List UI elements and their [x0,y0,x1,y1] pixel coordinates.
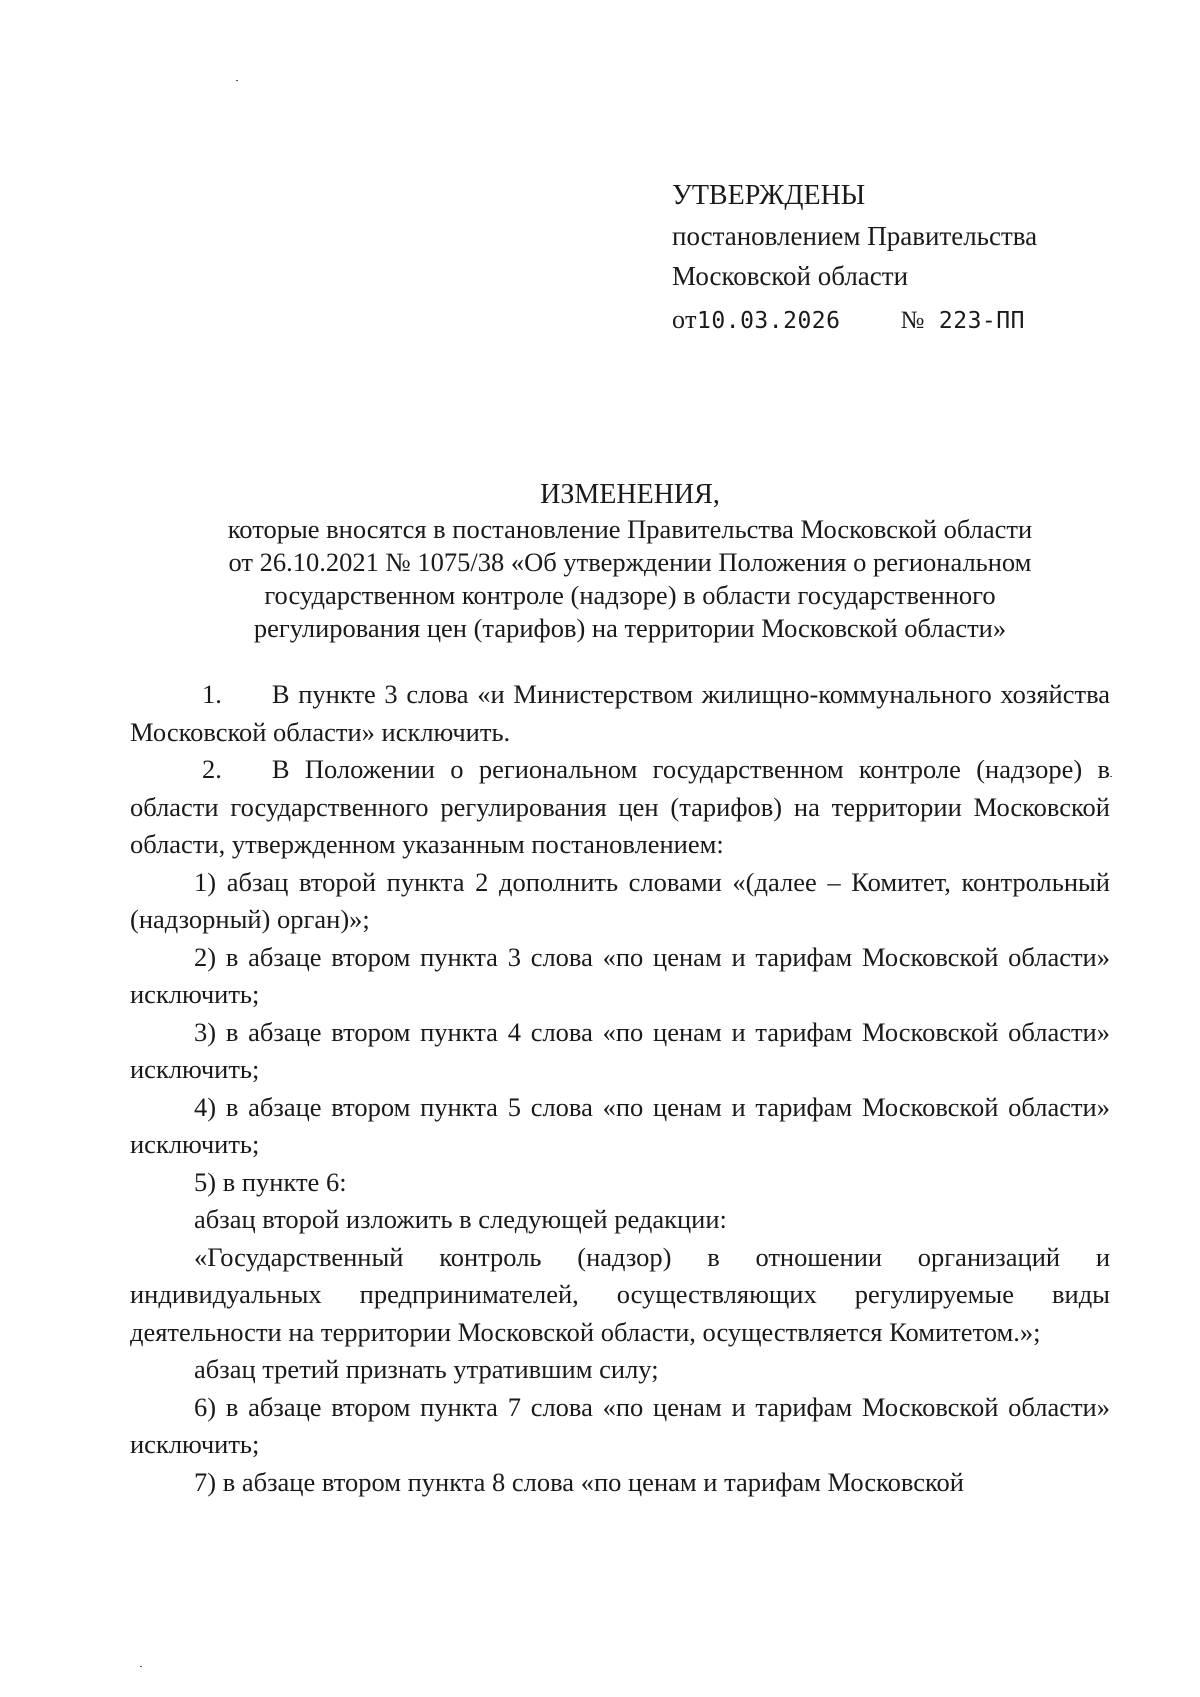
approval-date: 10.03.2026 [697,308,841,334]
subitem-5-quote: «Государственный контроль (надзор) в отношении организаций и индивидуальных предпринимателей, осуществляющих регулируемые виды деятельности на территории Московской области, осуществляется Комитетом.»; [130,1241,1110,1347]
document-title-block [150,478,1110,645]
document-body [130,676,1110,1501]
approval-date-line [672,300,1132,341]
subtitle-line: регулирования цен (тарифов) на территории Московской области» [253,613,1007,643]
subitem-6: 6) в абзаце втором пункта 7 слова «по ценам и тарифам Московской области» исключить; [130,1391,1110,1459]
date-prefix: от [672,305,698,334]
item-text: В Положении о региональном государственном контроле (надзоре) в области государственного регулирования цен (тарифов) на территории Московской области, утвержденном указанным постановлением: [130,754,1110,859]
approval-number: 223-ПП [938,308,1025,334]
approval-stamp-block [672,176,1132,341]
subitem-5-paragraph-a: абзац второй изложить в следующей редакции: [194,1204,727,1234]
number-sign: № [900,307,925,334]
subitem-5-paragraph-b: абзац третий признать утратившим силу; [194,1354,659,1384]
approval-line-2: Московской области [672,261,909,291]
subtitle-line: государственном контроле (надзоре) в области государственного [264,580,996,610]
scan-speck [140,1666,142,1667]
approval-line-1: постановлением Правительства [672,221,1038,251]
subitem-1: 1) абзац второй пункта 2 дополнить словами «(далее – Комитет, контрольный (надзорный) орган)»; [130,866,1110,934]
subtitle-line: от 26.10.2021 № 1075/38 «Об утверждении Положения о региональном [228,547,1032,577]
paragraph-item-1 [130,676,1110,751]
approved-heading: УТВЕРЖДЕНЫ [672,180,866,211]
subtitle-line: которые вносятся в постановление Правительства Московской области [227,514,1033,544]
subitem-3: 3) в абзаце втором пункта 4 слова «по ценам и тарифам Московской области» исключить; [130,1016,1110,1084]
document-title: ИЗМЕНЕНИЯ, [540,479,720,510]
subitem-5: 5) в пункте 6: [194,1166,347,1197]
item-text: В пункте 3 слова «и Министерством жилищно-коммунального хозяйства Московской области» исключить. [130,679,1110,747]
subitem-7: 7) в абзаце втором пункта 8 слова «по ценам и тарифам Московской [194,1466,964,1497]
paragraph-item-2 [130,751,1110,864]
item-number: 2. [202,754,222,784]
scan-speck [1110,776,1112,777]
subitem-2: 2) в абзаце втором пункта 3 слова «по ценам и тарифам Московской области» исключить; [130,941,1110,1009]
item-number: 1. [202,679,222,709]
scan-speck [236,80,238,81]
subitem-4: 4) в абзаце втором пункта 5 слова «по ценам и тарифам Московской области» исключить; [130,1091,1110,1159]
